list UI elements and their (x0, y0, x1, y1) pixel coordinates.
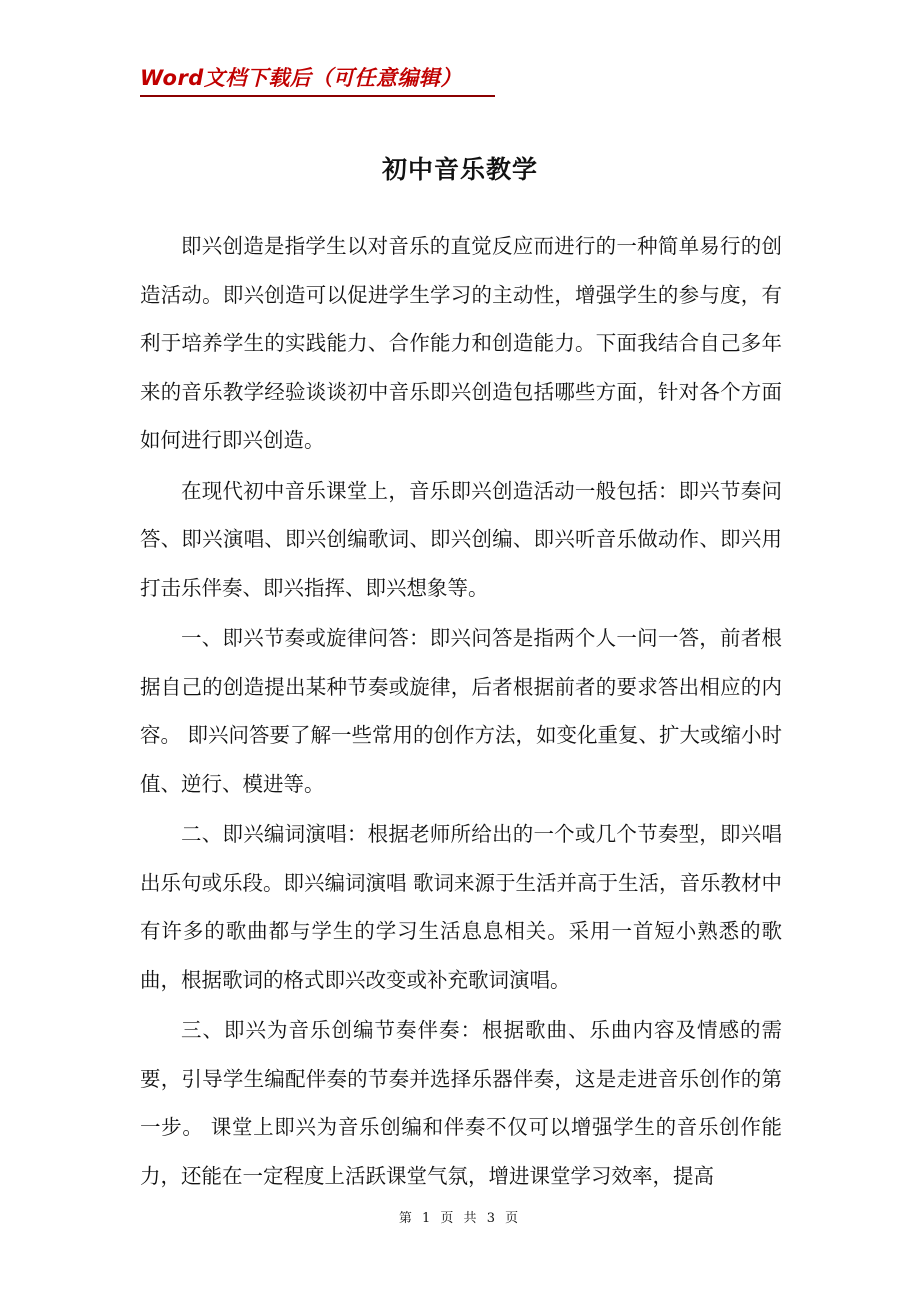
paragraph-1: 即兴创造是指学生以对音乐的直觉反应而进行的一种简单易行的创造活动。即兴创造可以促进学生学习的主动性，增强学生的参与度，有利于培养学生的实践能力、合作能力和创造能力。下面我结合自己多年来的音乐教学经验谈谈初中音乐即兴创造包括哪些方面，针对各个方面如何进行即兴创造。 (140, 234, 782, 452)
paragraph-3: 一、即兴节奏或旋律问答：即兴问答是指两个人一问一答，前者根据自己的创造提出某种节奏或旋律，后者根据前者的要求答出相应的内容。 即兴问答要了解一些常用的创作方法，如变化重复、扩大或缩小时值、逆行、模进等。 (140, 626, 783, 796)
header-underline (140, 95, 495, 97)
document-header (140, 62, 462, 92)
document-body (140, 222, 782, 1200)
document-title: 初中音乐教学 (381, 155, 538, 184)
header-text: Word文档下载后（可任意编辑） (140, 66, 462, 90)
page-number-footer: 第 1 页 共 3 页 (398, 1211, 522, 1226)
paragraph-2: 在现代初中音乐课堂上，音乐即兴创造活动一般包括：即兴节奏问答、即兴演唱、即兴创编歌词、即兴创编、即兴听音乐做动作、即兴用打击乐伴奏、即兴指挥、即兴想象等。 (140, 478, 782, 600)
paragraph-4: 二、即兴编词演唱：根据老师所给出的一个或几个节奏型，即兴唱出乐句或乐段。即兴编词演唱 歌词来源于生活并高于生活，音乐教材中有许多的歌曲都与学生的学习生活息息相关。采用一首短小熟悉的歌曲，根据歌词的格式即兴改变或补充歌词演唱。 (140, 822, 783, 992)
paragraph-5: 三、即兴为音乐创编节奏伴奏：根据歌曲、乐曲内容及情感的需要，引导学生编配伴奏的节奏并选择乐器伴奏，这是走进音乐创作的第一步。 课堂上即兴为音乐创编和伴奏不仅可以增强学生的音乐创作能力，还能在一定程度上活跃课堂气氛，增进课堂学习效率，提高 (140, 1018, 782, 1188)
